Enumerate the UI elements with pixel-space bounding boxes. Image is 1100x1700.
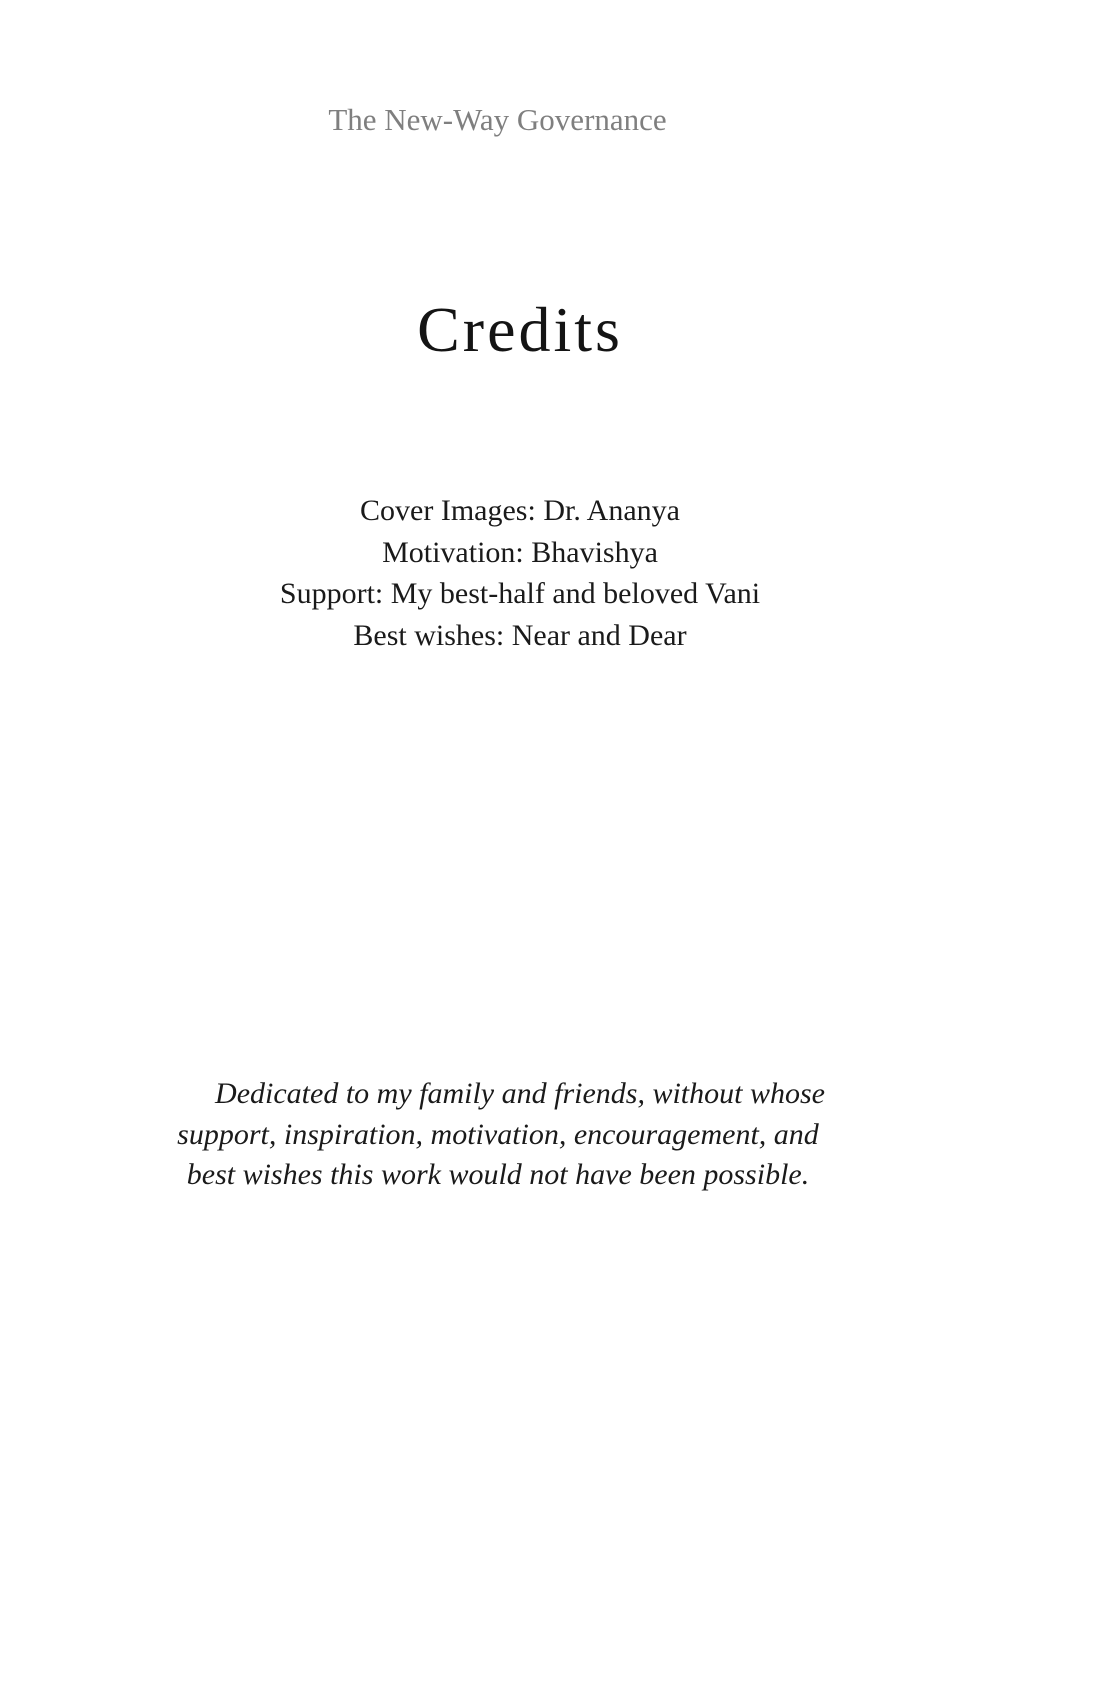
dedication-line: Dedicated to my family and friends, without whose [215,1077,825,1110]
running-header: The New-Way Governance [328,102,667,137]
credits-list [0,490,1040,656]
credit-support: Support: My best-half and beloved Vani [279,577,761,610]
credit-cover-images: Cover Images: Dr. Ananya [360,494,680,527]
credit-motivation: Motivation: Bhavishya [382,535,658,569]
page-title: Credits [417,294,623,365]
credit-best-wishes: Best wishes: Near and Dear [353,618,687,652]
dedication-line: best wishes this work would not have been possible. [186,1158,810,1191]
dedication-line: support, inspiration, motivation, encouragement, and [177,1117,819,1151]
dedication [128,1074,868,1196]
